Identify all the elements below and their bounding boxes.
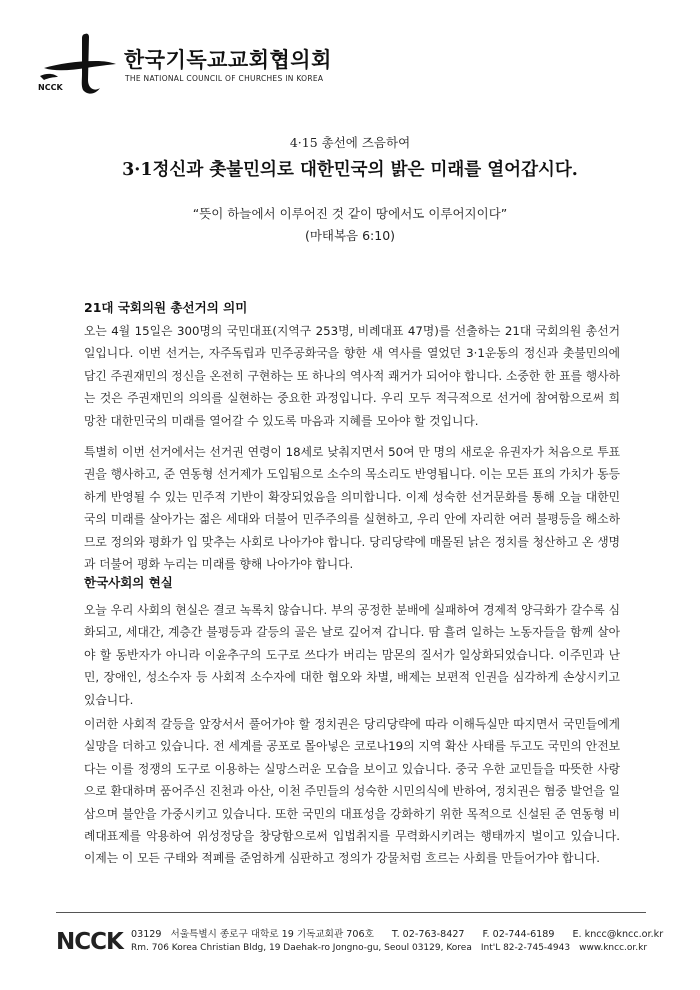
footer-address-korean: 서울특별시 종로구 대학로 19 기독교회관 706호 bbox=[170, 929, 374, 940]
footer-intl-tel: Int'L 82-2-745-4943 bbox=[480, 943, 571, 953]
footer-address-english: Rm. 706 Korea Christian Bldg, 19 Daehak-ro Jongno-gu, Seoul 03129, Korea bbox=[131, 943, 472, 953]
section-heading: 한국사회의 현실 bbox=[84, 575, 173, 590]
org-name-english: THE NATIONAL COUNCIL OF CHURCHES IN KOREA bbox=[125, 74, 324, 83]
body-paragraph: 이러한 사회적 갈등을 앞장서서 풀어가야 할 정치권은 당리당략에 따라 이해득실만 따지면서 국민들에게 실망을 더하고 있습니다. 전 세계를 공포로 몰아넣은 코로나19의 지역 확산 사태를 두고도 국민의 안전보다는 이를 정쟁의 도구로 이용하는 실망스러운 모습을 보이고 있습니다. 중국 우한 교민들을 따뜻한 사랑으로 환대하며 품어주신 진천과 아산, 이천 주민들의 성숙한 시민의식에 반하여, 정치권은 혐중 발언을 일삼으며 불안을 가중시키고 있습니다. 또한 국민의 대표성을 강화하기 위한 목적으로 신설된 준 연동형 비례대표제를 악용하여 위성정당을 창당함으로써 입법취지를 무력화시키려는 행태까지 벌이고 있습니다. 이제는 이 모든 구태와 적폐를 준엄하게 심판하고 정의가 강물처럼 흐르는 사회를 만들어가야 합니다. bbox=[84, 717, 620, 866]
svg-text:NCCK: NCCK bbox=[56, 929, 123, 955]
org-name-korean: 한국기독교교회협의회 bbox=[124, 48, 332, 72]
footer-postcode: 03129 bbox=[131, 929, 162, 940]
footer-contact-english bbox=[131, 943, 647, 953]
body-paragraph: 특별히 이번 선거에서는 선거권 연령이 18세로 낮춰지면서 50여 만 명의 새로운 유권자가 처음으로 투표권을 행사하고, 준 연동형 선거제가 도입됨으로 소수의 목소리도 반영됩니다. 이는 모든 표의 가치가 동등하게 반영될 수 있는 민주적 기반이 확장되었음을 의미합니다. 이제 성숙한 선거문화를 통해 오늘 대한민국의 미래를 살아가는 젊은 세대와 더불어 민주주의를 실현하고, 우리 안에 자리한 여러 불평등을 해소하므로 정의와 평화가 입 맞추는 사회로 나아가야 합니다. 당리당략에 매몰된 낡은 정치를 청산하고 온 생명과 더불어 평화 누리는 미래를 향해 나아가야 합니다. bbox=[84, 445, 620, 572]
ncck-footer-logo bbox=[56, 924, 123, 956]
footer-email[interactable]: E. kncc@kncc.or.kr bbox=[572, 929, 664, 940]
footer-divider bbox=[56, 912, 646, 913]
footer-contact-korean bbox=[131, 926, 663, 940]
section-heading: 21대 국회의원 총선거의 의미 bbox=[84, 300, 248, 315]
document-subtitle: 4·15 총선에 즈음하여 bbox=[289, 135, 411, 150]
footer-website[interactable]: www.kncc.or.kr bbox=[579, 943, 648, 953]
letterhead bbox=[36, 28, 456, 98]
svg-text:NCCK: NCCK bbox=[38, 83, 63, 92]
document-title: 3·1정신과 촛불민의로 대한민국의 밝은 미래를 열어갑시다. bbox=[122, 160, 578, 180]
cross-brushstroke-icon bbox=[36, 28, 122, 98]
footer-fax: F. 02-744-6189 bbox=[482, 929, 555, 940]
body-paragraph: 오늘 우리 사회의 현실은 결코 녹록치 않습니다. 부의 공정한 분배에 실패하여 경제적 양극화가 갈수록 심화되고, 세대간, 계층간 불평등과 갈등의 골은 날로 깊어져 갑니다. 땀 흘려 일하는 노동자들을 함께 살아야 할 동반자가 아니라 이윤추구의 도구로 쓰다가 버리는 맘몬의 질서가 일상화되었습니다. 이주민과 난민, 장애인, 성소수자 등 사회적 소수자에 대한 혐오와 차별, 배제는 보편적 인권을 심각하게 손상시키고 있습니다. bbox=[84, 603, 620, 707]
scripture-reference: (마태복음 6:10) bbox=[304, 228, 396, 243]
scripture-quote: “뜻이 하늘에서 이루어진 것 같이 땅에서도 이루어지이다” bbox=[192, 206, 508, 221]
footer-tel: T. 02-763-8427 bbox=[391, 929, 465, 940]
body-paragraph: 오는 4월 15일은 300명의 국민대표(지역구 253명, 비례대표 47명)를 선출하는 21대 국회의원 총선거일입니다. 이번 선거는, 자주독립과 민주공화국을 향한 새 역사를 열었던 3·1운동의 정신과 촛불민의에 담긴 주권재민의 정신을 온전히 구현하는 또 하나의 역사적 쾌거가 되어야 합니다. 소중한 한 표를 행사하는 것은 주권재민의 의의를 실현하는 중요한 과정입니다. 우리 모두 적극적으로 선거에 참여함으로써 희망찬 대한민국의 미래를 열어갈 수 있도록 마음과 지혜를 모아야 할 것입니다. bbox=[84, 324, 620, 428]
